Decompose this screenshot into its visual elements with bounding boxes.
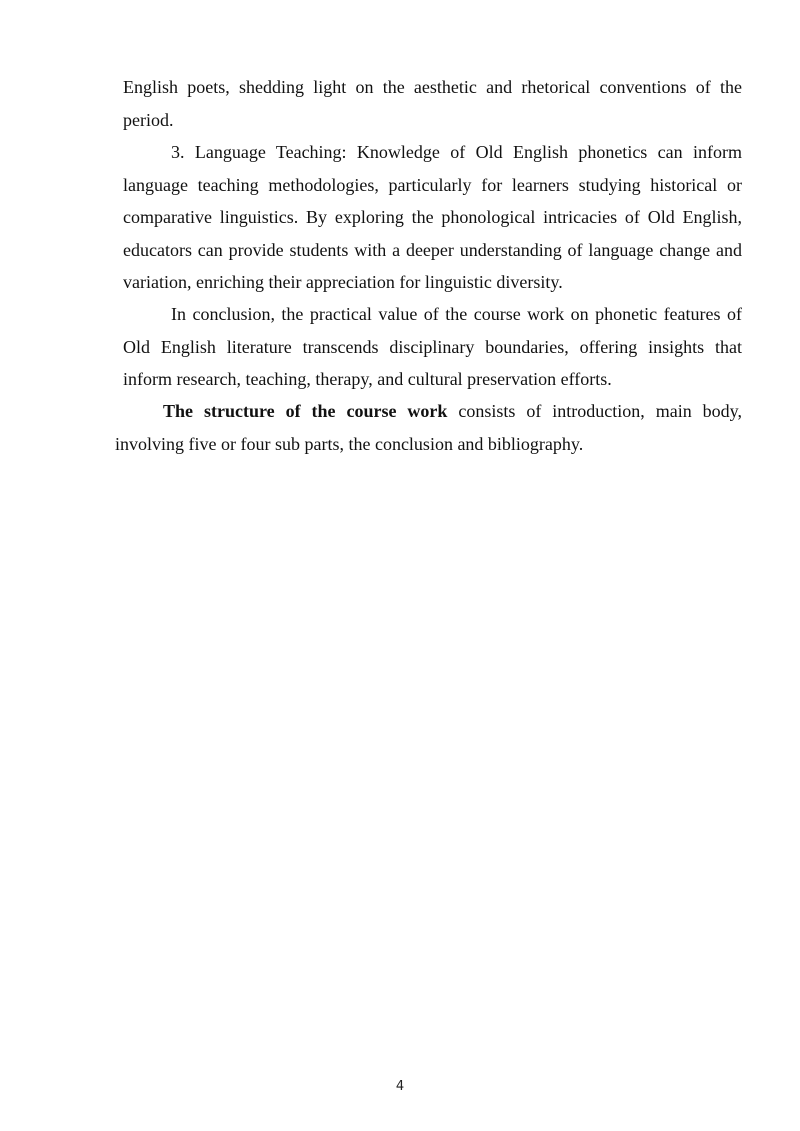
page-number: 4 <box>395 1079 405 1094</box>
paragraph-conclusion: In conclusion, the practical value of the course work on phonetic features of Old English literature transcends disciplinary boundaries, offering insights that inform research, teaching, therapy, and cultural preservation efforts. <box>123 304 742 390</box>
paragraph-language-teaching: 3. Language Teaching: Knowledge of Old English phonetics can inform language teaching methodologies, particularly for learners studying historical or comparative linguistics. By exploring the phonological intricacies of Old English, educators can provide students with a deeper understanding of language change and variation, enriching their appreciation for linguistic diversity. <box>123 142 742 293</box>
paragraph-course-work-structure <box>115 395 742 460</box>
structure-heading-lead: The structure of the course work <box>163 401 448 421</box>
paragraph-continuation-english-poets: English poets, shedding light on the aesthetic and rhetorical conventions of the period. <box>123 77 742 130</box>
structure-description: consists of introduction, main body, involving five or four sub parts, the conclusion and bibliography. <box>115 401 742 454</box>
